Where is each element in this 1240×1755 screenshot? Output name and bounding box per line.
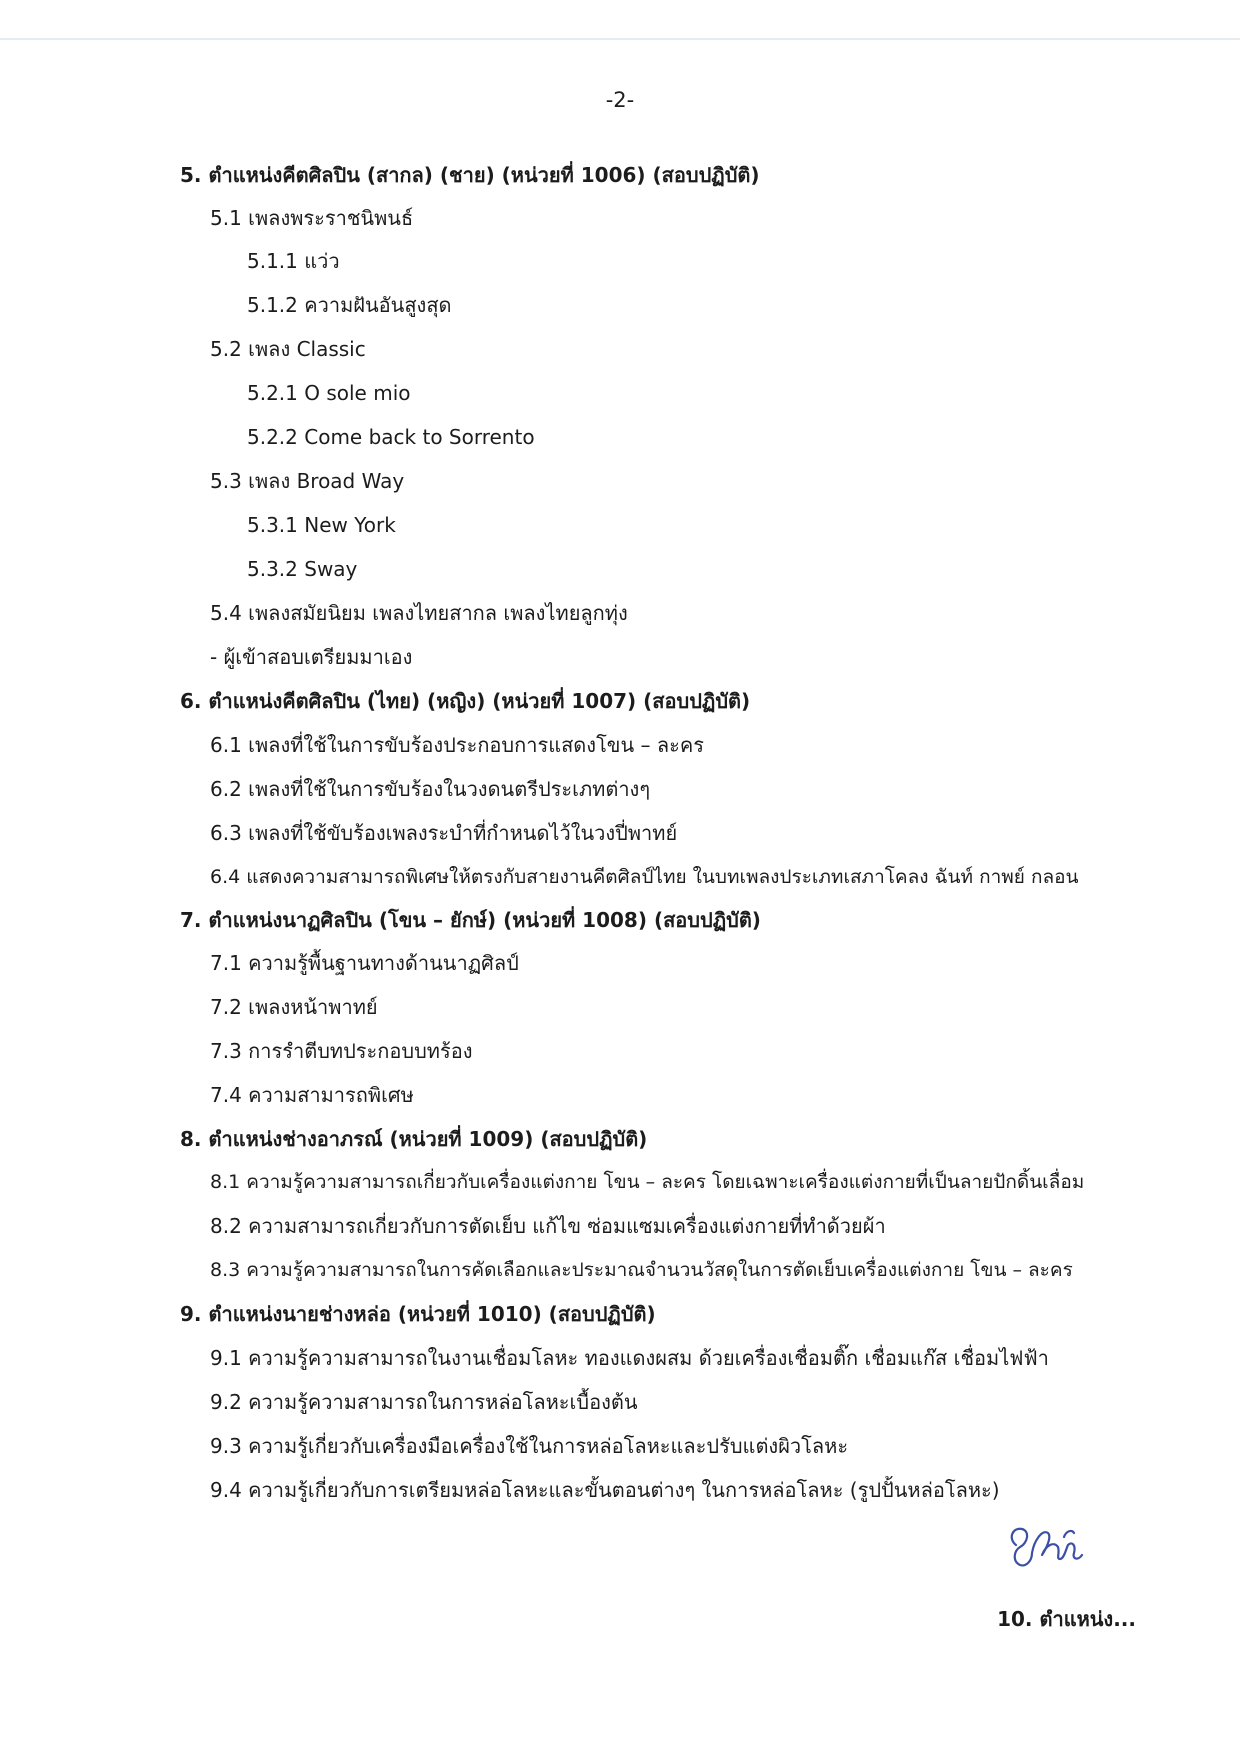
subitem-5-3-2: 5.3.2 Sway [247,557,358,581]
item-9-4: 9.4 ความรู้เกี่ยวกับการเตรียมหล่อโลหะและขั้นตอนต่างๆ ในการหล่อโลหะ (รูปปั้นหล่อโลหะ) [210,1478,1000,1502]
item-5-3: 5.3 เพลง Broad Way [210,469,405,493]
subitem-5-2-2: 5.2.2 Come back to Sorrento [247,425,535,449]
section-heading-8: 8. ตำแหน่งช่างอาภรณ์ (หน่วยที่ 1009) (สอบปฏิบัติ) [180,1127,648,1151]
item-9-1: 9.1 ความรู้ความสามารถในงานเชื่อมโลหะ ทองแดงผสม ด้วยเครื่องเชื่อมติ๊ก เชื่อมแก๊ส เชื่อมไฟฟ้า [210,1346,1049,1370]
item-6-1: 6.1 เพลงที่ใช้ในการขับร้องประกอบการแสดงโขน – ละคร [210,733,704,757]
item-7-3: 7.3 การรำตีบทประกอบบทร้อง [210,1039,473,1063]
subitem-5-2-1: 5.2.1 O sole mio [247,381,411,405]
item-5-4-note: - ผู้เข้าสอบเตรียมมาเอง [210,645,413,669]
item-6-4: 6.4 แสดงความสามารถพิเศษให้ตรงกับสายงานคีตศิลป์ไทย ในบทเพลงประเภทเสภาโคลง ฉันท์ กาพย์ กลอน [210,866,1079,888]
section-heading-7: 7. ตำแหน่งนาฏศิลปิน (โขน – ยักษ์) (หน่วยที่ 1008) (สอบปฏิบัติ) [180,908,761,932]
item-6-3: 6.3 เพลงที่ใช้ขับร้องเพลงระบำที่กำหนดไว้ในวงปี่พาทย์ [210,821,678,845]
subitem-5-1-1: 5.1.1 แว่ว [247,249,340,273]
item-5-4: 5.4 เพลงสมัยนิยม เพลงไทยสากล เพลงไทยลูกทุ่ง [210,601,628,625]
continuation-text: 10. ตำแหน่ง... [997,1607,1136,1631]
subitem-5-3-1: 5.3.1 New York [247,513,396,537]
section-heading-5: 5. ตำแหน่งคีตศิลปิน (สากล) (ชาย) (หน่วยที่ 1006) (สอบปฏิบัติ) [180,163,760,187]
item-7-1: 7.1 ความรู้พื้นฐานทางด้านนาฏศิลป์ [210,951,519,975]
item-6-2: 6.2 เพลงที่ใช้ในการขับร้องในวงดนตรีประเภทต่างๆ [210,777,651,801]
section-heading-6: 6. ตำแหน่งคีตศิลปิน (ไทย) (หญิง) (หน่วยที่ 1007) (สอบปฏิบัติ) [180,689,751,713]
handwritten-signature [1002,1515,1092,1571]
item-5-1: 5.1 เพลงพระราชนิพนธ์ [210,206,414,230]
item-8-3: 8.3 ความรู้ความสามารถในการคัดเลือกและประมาณจำนวนวัสดุในการตัดเย็บเครื่องแต่งกาย โขน – ละคร [210,1259,1073,1281]
item-7-4: 7.4 ความสามารถพิเศษ [210,1083,414,1107]
top-rule [0,38,1240,40]
item-9-3: 9.3 ความรู้เกี่ยวกับเครื่องมือเครื่องใช้ในการหล่อโลหะและปรับแต่งผิวโลหะ [210,1434,849,1458]
item-8-2: 8.2 ความสามารถเกี่ยวกับการตัดเย็บ แก้ไข ซ่อมแซมเครื่องแต่งกายที่ทำด้วยผ้า [210,1214,886,1238]
item-8-1: 8.1 ความรู้ความสามารถเกี่ยวกับเครื่องแต่งกาย โขน – ละคร โดยเฉพาะเครื่องแต่งกายที่เป็นลายปักดิ้นเลื่อม [210,1171,1085,1193]
item-7-2: 7.2 เพลงหน้าพาทย์ [210,995,378,1019]
item-5-2: 5.2 เพลง Classic [210,337,366,361]
page-number: -2- [605,88,635,112]
item-9-2: 9.2 ความรู้ความสามารถในการหล่อโลหะเบื้องต้น [210,1390,638,1414]
subitem-5-1-2: 5.1.2 ความฝันอันสูงสุด [247,293,452,317]
section-heading-9: 9. ตำแหน่งนายช่างหล่อ (หน่วยที่ 1010) (สอบปฏิบัติ) [180,1302,656,1326]
